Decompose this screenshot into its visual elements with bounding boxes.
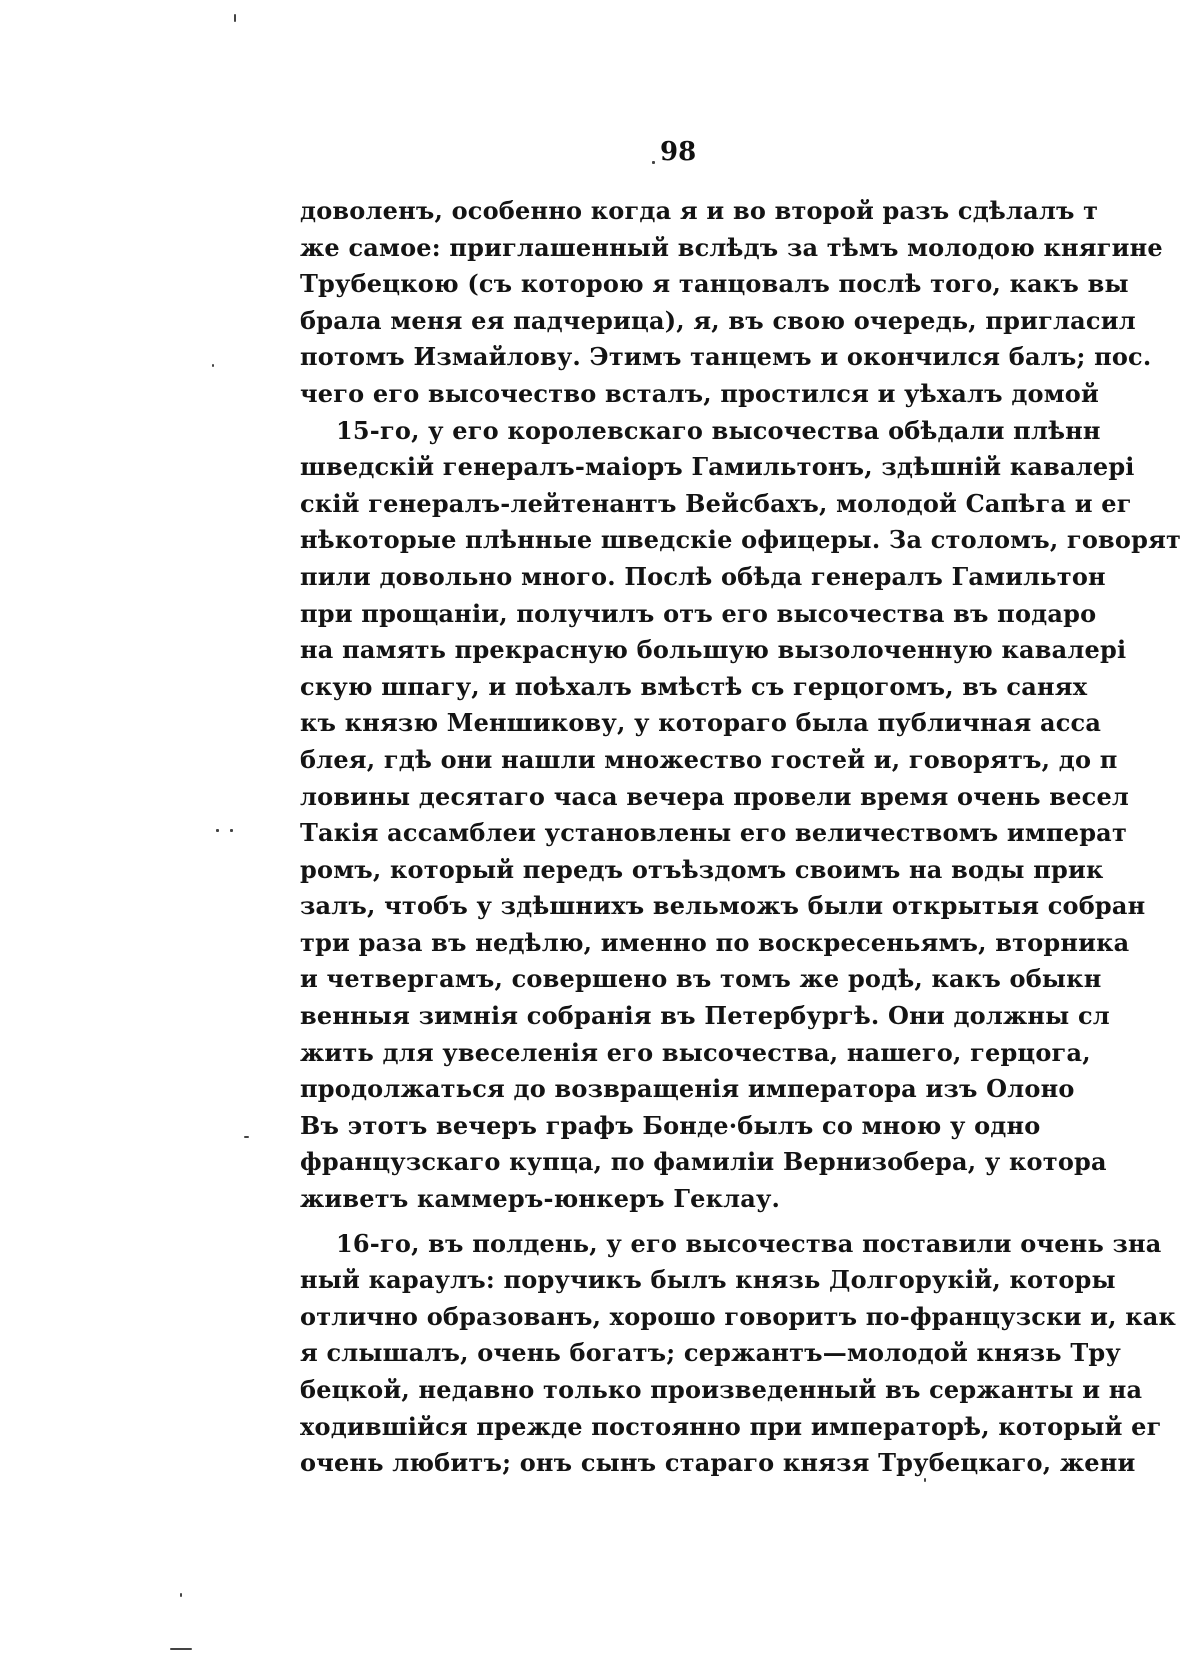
scan-speck bbox=[234, 14, 236, 22]
text-line: ловины десятаго часа вечера провели время очень весел bbox=[300, 781, 1130, 811]
paragraph-start-line: 16-го, въ полдень, у его высочества поставили очень зна bbox=[336, 1228, 1162, 1258]
text-line: скій генералъ-лейтенантъ Вейсбахъ, молодой Сапѣга и ег bbox=[300, 488, 1132, 518]
text-line: блея, гдѣ они нашли множество гостей и, говорятъ, до п bbox=[300, 744, 1118, 774]
scan-speck bbox=[924, 1478, 926, 1482]
scan-speck bbox=[170, 1648, 192, 1650]
text-line: при прощаніи, получилъ отъ его высочества въ подаро bbox=[300, 598, 1097, 628]
text-line: скую шпагу, и поѣхалъ вмѣстѣ съ герцогомъ, въ санях bbox=[300, 671, 1088, 701]
scan-speck bbox=[216, 829, 219, 832]
text-line: ромъ, который передъ отъѣздомъ своимъ на воды прик bbox=[300, 854, 1104, 884]
text-line: потомъ Измайлову. Этимъ танцемъ и окончился балъ; пос. bbox=[300, 342, 1152, 372]
text-line: же самое: приглашенный вслѣдъ за тѣмъ молодою княгине bbox=[300, 232, 1163, 262]
text-line: живетъ каммеръ-юнкеръ Геклау. bbox=[300, 1184, 781, 1214]
scan-speck bbox=[652, 161, 655, 164]
text-line: Въ этотъ вечеръ графъ Бонде·былъ со мною у одно bbox=[300, 1110, 1041, 1140]
scan-speck bbox=[230, 829, 233, 832]
text-line: чего его высочество всталъ, простился и уѣхалъ домой bbox=[300, 378, 1099, 408]
text-line: ный караулъ: поручикъ былъ князь Долгорукій, которы bbox=[300, 1265, 1116, 1295]
text-line: и четвергамъ, совершено въ томъ же родѣ, какъ обыкн bbox=[300, 964, 1102, 994]
text-line: на память прекрасную большую вызолоченную кавалері bbox=[300, 635, 1127, 665]
text-line: отлично образованъ, хорошо говоритъ по-французски и, как bbox=[300, 1301, 1177, 1331]
text-line: Такія ассамблеи установлены его величествомъ императ bbox=[300, 818, 1128, 848]
text-line: продолжаться до возвращенія императора изъ Олоно bbox=[300, 1074, 1075, 1104]
scan-speck bbox=[180, 1593, 182, 1597]
text-line: шведскій генералъ-маіоръ Гамильтонъ, здѣшній кавалері bbox=[300, 452, 1135, 482]
text-line: ходившійся прежде постоянно при императорѣ, который ег bbox=[300, 1411, 1162, 1441]
scan-speck bbox=[212, 364, 214, 367]
text-line: я слышалъ, очень богатъ; сержантъ—молодой князь Тру bbox=[300, 1338, 1121, 1368]
text-line: Трубецкою (съ которою я танцовалъ послѣ того, какъ вы bbox=[300, 269, 1129, 299]
text-line: бецкой, недавно только произведенный въ сержанты и на bbox=[300, 1375, 1143, 1404]
text-line: жить для увеселенія его высочества, нашего, герцога, bbox=[300, 1037, 1091, 1067]
text-line: три раза въ недѣлю, именно по воскресеньямъ, вторника bbox=[300, 927, 1130, 957]
text-line: залъ, чтобъ у здѣшнихъ вельможъ были открытыя собран bbox=[300, 891, 1146, 921]
text-line: венныя зимнія собранія въ Петербургѣ. Они должны сл bbox=[300, 1001, 1110, 1031]
paragraph-start-line: 15-го, у его королевскаго высочества обѣдали плѣнн bbox=[336, 415, 1101, 445]
text-line: къ князю Меншикову, у котораго была публичная асса bbox=[300, 708, 1102, 738]
text-line: доволенъ, особенно когда я и во второй разъ сдѣлалъ т bbox=[300, 196, 1099, 225]
text-line: очень любитъ; онъ сынъ старагo князя Трубецкаго, жени bbox=[300, 1448, 1136, 1478]
scan-speck bbox=[244, 1136, 249, 1138]
text-line: пили довольно много. Послѣ обѣда генералъ Гамильтон bbox=[300, 561, 1106, 591]
text-line: французскаго купца, по фамиліи Вернизобера, у котора bbox=[300, 1147, 1107, 1177]
page-number: 98 bbox=[660, 137, 697, 167]
text-line: нѣкоторые плѣнные шведскіе офицеры. За столомъ, говорят bbox=[300, 525, 1181, 555]
text-line: брала меня ея падчерица), я, въ свою очередь, пригласил bbox=[300, 305, 1136, 335]
body-text bbox=[300, 193, 1181, 1482]
